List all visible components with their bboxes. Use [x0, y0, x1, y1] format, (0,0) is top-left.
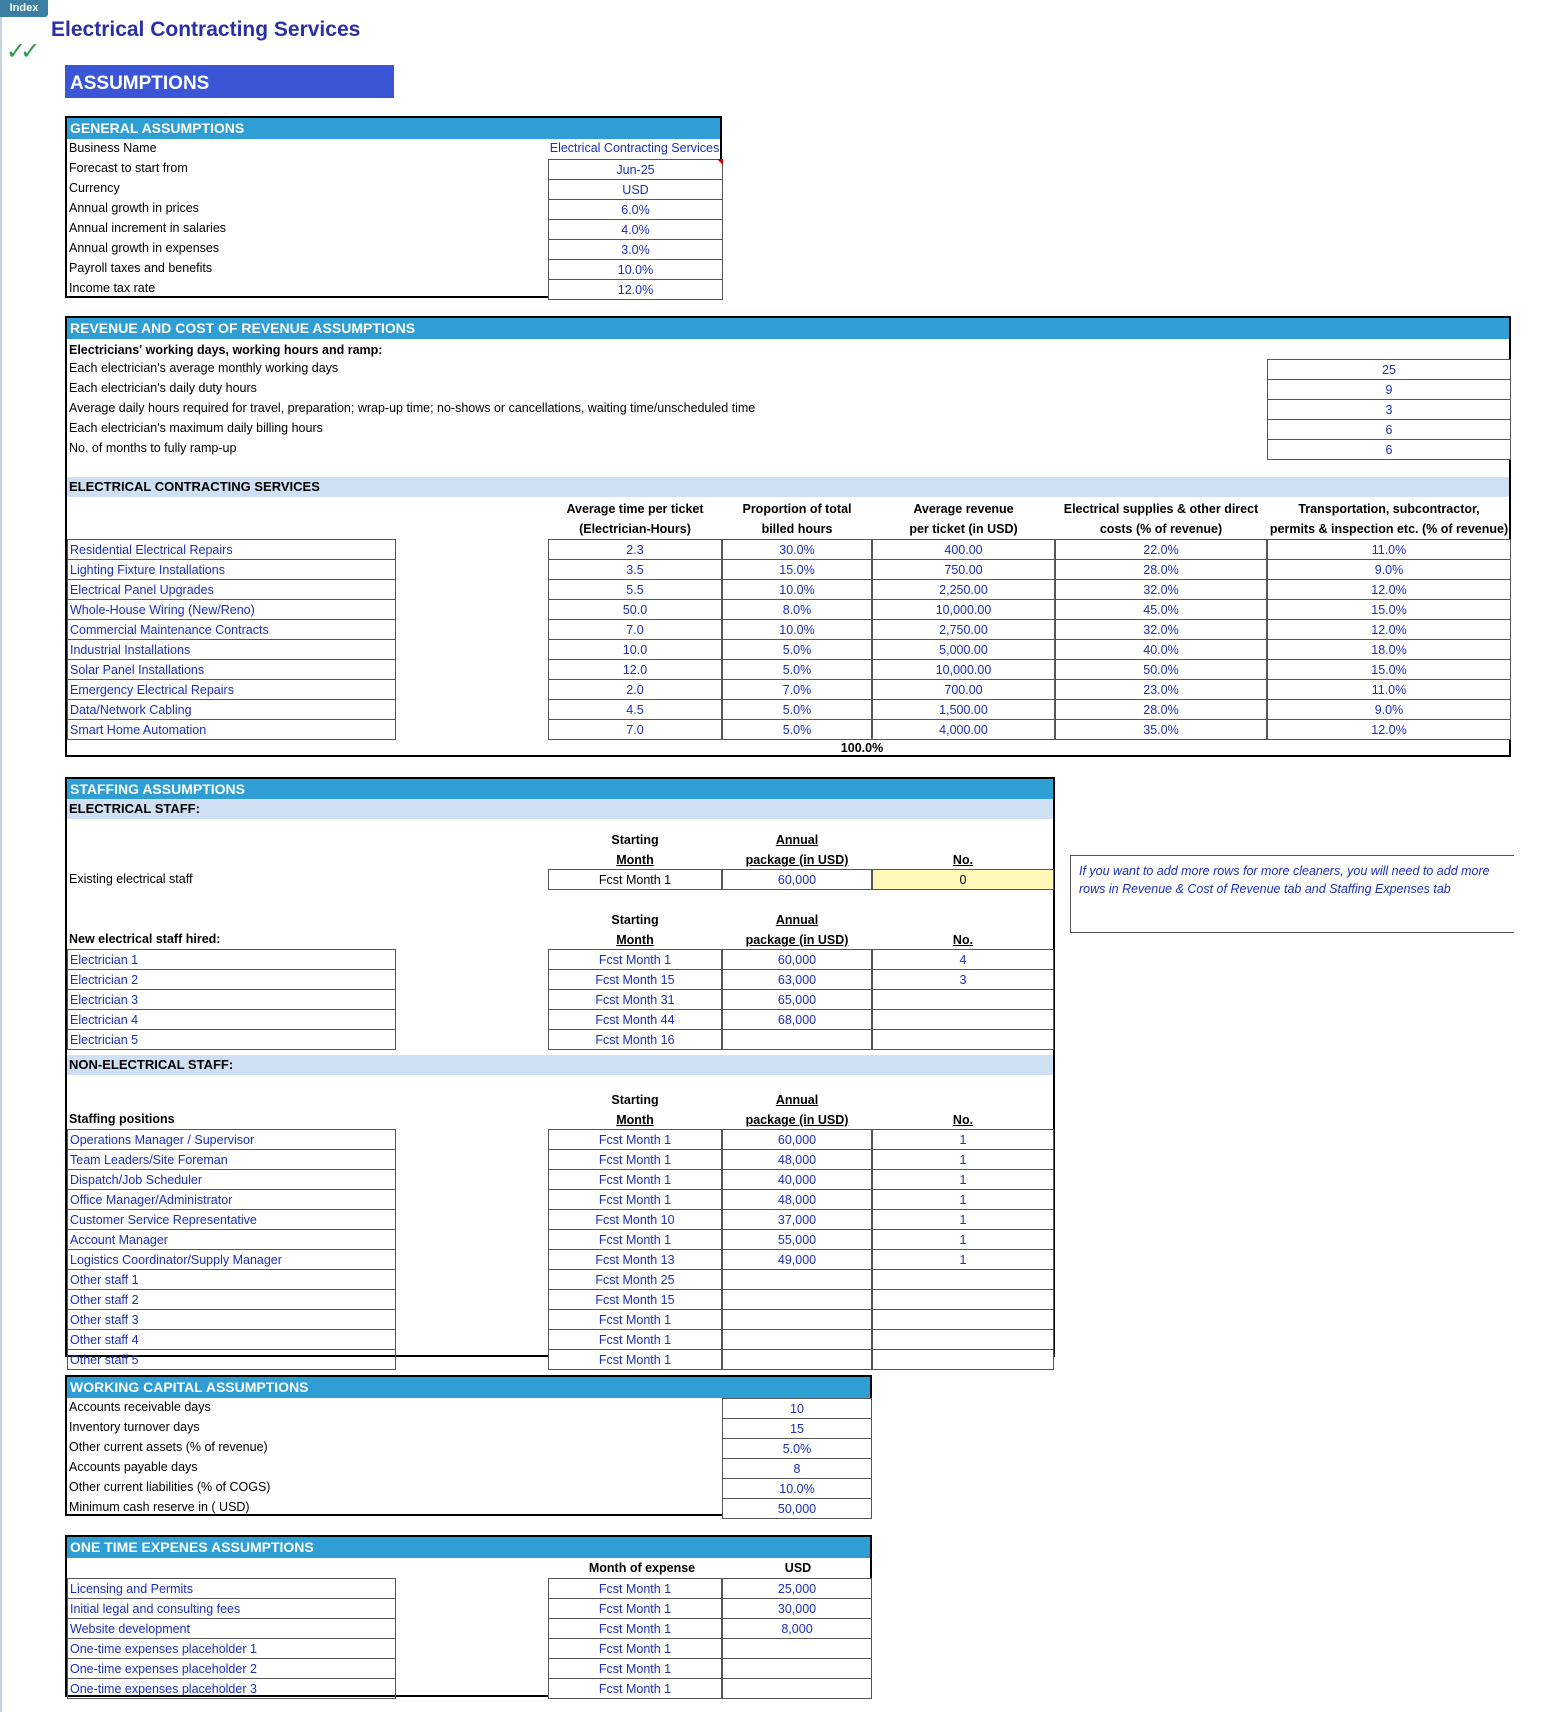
non-staff-name[interactable]: Account Manager: [67, 1229, 396, 1250]
one-time-month[interactable]: Fcst Month 1: [548, 1618, 722, 1639]
service-value[interactable]: 7.0%: [722, 679, 872, 700]
service-col-header-line1: Electrical supplies & other direct: [1063, 502, 1259, 516]
new-staff-package[interactable]: 65,000: [722, 989, 872, 1010]
service-value[interactable]: 15.0%: [722, 559, 872, 580]
one-time-month[interactable]: Fcst Month 1: [548, 1638, 722, 1659]
general-row-value[interactable]: USD: [548, 179, 723, 200]
service-col-header-line1: Transportation, subcontractor,: [1298, 502, 1480, 516]
new-staff-month[interactable]: Fcst Month 15: [548, 969, 722, 990]
non-staff-month[interactable]: Fcst Month 13: [548, 1249, 722, 1270]
service-value[interactable]: 12.0%: [1267, 579, 1511, 600]
service-value[interactable]: 10.0%: [722, 579, 872, 600]
non-staff-count[interactable]: [872, 1349, 1054, 1370]
service-value[interactable]: 28.0%: [1055, 699, 1267, 720]
non-staff-name[interactable]: Team Leaders/Site Foreman: [67, 1149, 396, 1170]
staffing-assumptions-section: [65, 777, 1055, 1367]
one-time-month[interactable]: Fcst Month 1: [548, 1598, 722, 1619]
existing-staff-package[interactable]: 60,000: [722, 869, 872, 890]
wc-row-label: Other current liabilities (% of COGS): [69, 1480, 271, 1494]
general-row-label: Annual growth in expenses: [69, 241, 220, 255]
service-value[interactable]: 45.0%: [1055, 599, 1267, 620]
new-staff-month[interactable]: Fcst Month 44: [548, 1009, 722, 1030]
revenue-row-value[interactable]: 6: [1267, 439, 1511, 460]
wc-row-value[interactable]: 10.0%: [722, 1478, 872, 1499]
service-value[interactable]: 32.0%: [1055, 579, 1267, 600]
revenue-row-value[interactable]: 9: [1267, 379, 1511, 400]
service-value[interactable]: 12.0%: [1267, 719, 1511, 740]
non-staff-package[interactable]: [722, 1309, 872, 1330]
proportion-total: 100.0%: [840, 741, 884, 755]
working-capital-section: [65, 1375, 872, 1516]
non-staff-package[interactable]: [722, 1329, 872, 1350]
one-time-month[interactable]: Fcst Month 1: [548, 1578, 722, 1599]
general-row-label: Annual growth in prices: [69, 201, 199, 215]
service-value[interactable]: 30.0%: [722, 539, 872, 560]
service-value[interactable]: 2,750.00: [872, 619, 1055, 640]
non-staff-name[interactable]: Operations Manager / Supervisor: [67, 1129, 396, 1150]
col-no: No.: [952, 1113, 974, 1127]
service-value[interactable]: 7.0: [548, 719, 722, 740]
services-subheader: ELECTRICAL CONTRACTING SERVICES: [67, 477, 1509, 497]
non-staff-count[interactable]: 1: [872, 1209, 1054, 1230]
wc-row-label: Other current assets (% of revenue): [69, 1440, 268, 1454]
existing-staff-month[interactable]: Fcst Month 1: [548, 869, 722, 890]
wc-row-label: Inventory turnover days: [69, 1420, 200, 1434]
service-name[interactable]: Commercial Maintenance Contracts: [67, 619, 396, 640]
service-value[interactable]: 15.0%: [1267, 659, 1511, 680]
non-staff-package[interactable]: 60,000: [722, 1129, 872, 1150]
col-starting-1: Starting: [611, 833, 659, 847]
general-row-value[interactable]: 3.0%: [548, 239, 723, 260]
new-staff-name[interactable]: Electrician 2: [67, 969, 396, 990]
col-package-1: Annual: [775, 913, 819, 927]
service-value[interactable]: 12.0%: [1267, 619, 1511, 640]
wc-row-label: Accounts receivable days: [69, 1400, 211, 1414]
service-name[interactable]: Solar Panel Installations: [67, 659, 396, 680]
service-value[interactable]: 35.0%: [1055, 719, 1267, 740]
service-value[interactable]: 9.0%: [1267, 699, 1511, 720]
non-staff-name[interactable]: Customer Service Representative: [67, 1209, 396, 1230]
service-name[interactable]: Lighting Fixture Installations: [67, 559, 396, 580]
non-staff-name[interactable]: Other staff 4: [67, 1329, 396, 1350]
non-staff-name[interactable]: Other staff 3: [67, 1309, 396, 1330]
non-staff-package[interactable]: 55,000: [722, 1229, 872, 1250]
service-value[interactable]: 7.0: [548, 619, 722, 640]
new-staff-count[interactable]: [872, 1029, 1054, 1050]
col-starting-1: Starting: [611, 913, 659, 927]
service-value[interactable]: 4.5: [548, 699, 722, 720]
staffing-note: If you want to add more rows for more cleaners, you will need to add more rows in Revenue & Cost of Revenue tab and Staffing Expenses tab: [1070, 855, 1514, 933]
one-time-name[interactable]: One-time expenses placeholder 3: [67, 1678, 396, 1699]
col-no: No.: [952, 853, 974, 867]
one-time-usd[interactable]: [722, 1678, 872, 1699]
general-row-value[interactable]: 10.0%: [548, 259, 723, 280]
col-starting-2: Month: [616, 853, 654, 867]
non-staff-count[interactable]: [872, 1309, 1054, 1330]
general-assumptions-section: [65, 116, 722, 298]
revenue-assumptions-section: [65, 316, 1511, 757]
service-value[interactable]: 2,250.00: [872, 579, 1055, 600]
service-value[interactable]: 10,000.00: [872, 659, 1055, 680]
service-value[interactable]: 5.0%: [722, 719, 872, 740]
general-row-label: Payroll taxes and benefits: [69, 261, 213, 275]
service-name[interactable]: Whole-House Wiring (New/Reno): [67, 599, 396, 620]
comment-indicator: [717, 159, 723, 165]
one-time-usd[interactable]: [722, 1658, 872, 1679]
one-time-month[interactable]: Fcst Month 1: [548, 1678, 722, 1699]
general-row-label: Forecast to start from: [69, 161, 188, 175]
service-value[interactable]: 700.00: [872, 679, 1055, 700]
non-staff-package[interactable]: 37,000: [722, 1209, 872, 1230]
non-staff-package[interactable]: 49,000: [722, 1249, 872, 1270]
non-staff-package[interactable]: 40,000: [722, 1169, 872, 1190]
new-staff-name[interactable]: Electrician 3: [67, 989, 396, 1010]
existing-staff-label: Existing electrical staff: [69, 872, 193, 886]
checkmark-icon: ✓✓: [6, 38, 35, 65]
col-usd: USD: [784, 1561, 812, 1575]
service-value[interactable]: 11.0%: [1267, 679, 1511, 700]
general-row-label: Annual increment in salaries: [69, 221, 227, 235]
left-border: [0, 0, 2, 1712]
assumptions-banner: ASSUMPTIONS: [65, 65, 394, 98]
non-electrical-subheader: NON-ELECTRICAL STAFF:: [67, 1055, 1053, 1075]
service-value[interactable]: 750.00: [872, 559, 1055, 580]
revenue-row-label: Average daily hours required for travel, preparation; wrap-up time; no-shows or cancellations, waiting time/unscheduled time: [69, 401, 756, 415]
service-value[interactable]: 10.0%: [722, 619, 872, 640]
service-value[interactable]: 2.0: [548, 679, 722, 700]
service-col-header-line1: Average revenue: [913, 502, 1014, 516]
new-staff-package[interactable]: 68,000: [722, 1009, 872, 1030]
col-starting-2: Month: [616, 1113, 654, 1127]
service-value[interactable]: 50.0: [548, 599, 722, 620]
staffing-assumptions-header: STAFFING ASSUMPTIONS: [67, 779, 1053, 800]
general-row-label: Currency: [69, 181, 120, 195]
service-value[interactable]: 18.0%: [1267, 639, 1511, 660]
one-time-month[interactable]: Fcst Month 1: [548, 1658, 722, 1679]
general-row-value[interactable]: 4.0%: [548, 219, 723, 240]
non-staff-month[interactable]: Fcst Month 1: [548, 1349, 722, 1370]
non-staff-month[interactable]: Fcst Month 15: [548, 1289, 722, 1310]
one-time-name[interactable]: Website development: [67, 1618, 396, 1639]
new-staff-month[interactable]: Fcst Month 1: [548, 949, 722, 970]
service-value[interactable]: 1,500.00: [872, 699, 1055, 720]
one-time-usd[interactable]: 8,000: [722, 1618, 872, 1639]
non-staff-month[interactable]: Fcst Month 1: [548, 1149, 722, 1170]
new-staff-label: New electrical staff hired:: [69, 932, 221, 946]
new-staff-month[interactable]: Fcst Month 16: [548, 1029, 722, 1050]
general-row-label: Income tax rate: [69, 281, 156, 295]
one-time-name[interactable]: One-time expenses placeholder 1: [67, 1638, 396, 1659]
service-value[interactable]: 400.00: [872, 539, 1055, 560]
service-value[interactable]: 50.0%: [1055, 659, 1267, 680]
electrical-staff-subheader: ELECTRICAL STAFF:: [67, 799, 1053, 819]
non-staff-name[interactable]: Dispatch/Job Scheduler: [67, 1169, 396, 1190]
col-starting-2: Month: [616, 933, 654, 947]
non-staff-month[interactable]: Fcst Month 1: [548, 1129, 722, 1150]
non-staff-package[interactable]: [722, 1349, 872, 1370]
non-staff-month[interactable]: Fcst Month 10: [548, 1209, 722, 1230]
general-row-value[interactable]: 6.0%: [548, 199, 723, 220]
general-row-value[interactable]: Electrical Contracting Services: [549, 141, 720, 155]
revenue-row-value[interactable]: 3: [1267, 399, 1511, 420]
service-name[interactable]: Data/Network Cabling: [67, 699, 396, 720]
service-value[interactable]: 5.0%: [722, 639, 872, 660]
service-value[interactable]: 5.0%: [722, 699, 872, 720]
non-staff-package[interactable]: [722, 1269, 872, 1290]
service-value[interactable]: 10,000.00: [872, 599, 1055, 620]
service-col-header-line2: permits & inspection etc. (% of revenue): [1269, 522, 1509, 536]
revenue-row-label: Each electrician's average monthly working days: [69, 361, 339, 375]
non-staff-name[interactable]: Other staff 1: [67, 1269, 396, 1290]
service-value[interactable]: 15.0%: [1267, 599, 1511, 620]
service-value[interactable]: 10.0: [548, 639, 722, 660]
non-staff-count[interactable]: 1: [872, 1129, 1054, 1150]
new-staff-month[interactable]: Fcst Month 31: [548, 989, 722, 1010]
new-staff-package[interactable]: 63,000: [722, 969, 872, 990]
one-time-expenses-header: ONE TIME EXPENES ASSUMPTIONS: [67, 1537, 870, 1558]
service-col-header-line1: Average time per ticket: [566, 502, 704, 516]
wc-row-label: Accounts payable days: [69, 1460, 198, 1474]
service-col-header-line2: per ticket (in USD): [909, 522, 1018, 536]
non-staff-count[interactable]: [872, 1289, 1054, 1310]
service-value[interactable]: 2.3: [548, 539, 722, 560]
service-name[interactable]: Electrical Panel Upgrades: [67, 579, 396, 600]
non-staff-month[interactable]: Fcst Month 1: [548, 1169, 722, 1190]
general-row-value[interactable]: 12.0%: [548, 279, 723, 300]
wc-row-value[interactable]: 10: [722, 1398, 872, 1419]
new-staff-package[interactable]: [722, 1029, 872, 1050]
one-time-usd[interactable]: 25,000: [722, 1578, 872, 1599]
new-staff-count[interactable]: [872, 1009, 1054, 1030]
non-staff-name[interactable]: Other staff 2: [67, 1289, 396, 1310]
general-row-label: Business Name: [69, 141, 157, 155]
one-time-usd[interactable]: [722, 1638, 872, 1659]
one-time-name[interactable]: One-time expenses placeholder 2: [67, 1658, 396, 1679]
index-tab[interactable]: Index: [0, 0, 48, 17]
col-starting-1: Starting: [611, 1093, 659, 1107]
one-time-usd[interactable]: 30,000: [722, 1598, 872, 1619]
col-package-2: package (in USD): [745, 853, 849, 867]
existing-staff-count[interactable]: 0: [872, 869, 1054, 890]
service-col-header-line2: (Electrician-Hours): [579, 522, 691, 536]
non-staff-month[interactable]: Fcst Month 1: [548, 1309, 722, 1330]
staffing-positions-label: Staffing positions: [69, 1112, 175, 1126]
non-staff-month[interactable]: Fcst Month 25: [548, 1269, 722, 1290]
service-value[interactable]: 28.0%: [1055, 559, 1267, 580]
non-staff-name[interactable]: Other staff 5: [67, 1349, 396, 1370]
service-value[interactable]: 3.5: [548, 559, 722, 580]
new-staff-count[interactable]: 4: [872, 949, 1054, 970]
new-staff-package[interactable]: 60,000: [722, 949, 872, 970]
service-value[interactable]: 11.0%: [1267, 539, 1511, 560]
service-value[interactable]: 22.0%: [1055, 539, 1267, 560]
new-staff-name[interactable]: Electrician 4: [67, 1009, 396, 1030]
non-staff-count[interactable]: 1: [872, 1229, 1054, 1250]
service-value[interactable]: 32.0%: [1055, 619, 1267, 640]
revenue-row-label: No. of months to fully ramp-up: [69, 441, 237, 455]
service-value[interactable]: 5,000.00: [872, 639, 1055, 660]
non-staff-count[interactable]: [872, 1269, 1054, 1290]
service-name[interactable]: Emergency Electrical Repairs: [67, 679, 396, 700]
non-staff-month[interactable]: Fcst Month 1: [548, 1229, 722, 1250]
service-col-header-line2: billed hours: [761, 522, 833, 536]
service-name[interactable]: Smart Home Automation: [67, 719, 396, 740]
page-title: Electrical Contracting Services: [51, 18, 361, 41]
non-staff-package[interactable]: [722, 1289, 872, 1310]
service-value[interactable]: 8.0%: [722, 599, 872, 620]
service-col-header-line1: Proportion of total: [742, 502, 852, 516]
wc-row-value[interactable]: 5.0%: [722, 1438, 872, 1459]
non-staff-count[interactable]: 1: [872, 1189, 1054, 1210]
new-staff-name[interactable]: Electrician 1: [67, 949, 396, 970]
non-staff-name[interactable]: Logistics Coordinator/Supply Manager: [67, 1249, 396, 1270]
col-package-2: package (in USD): [745, 1113, 849, 1127]
working-capital-header: WORKING CAPITAL ASSUMPTIONS: [67, 1377, 870, 1398]
new-staff-count[interactable]: 3: [872, 969, 1054, 990]
service-name[interactable]: Residential Electrical Repairs: [67, 539, 396, 560]
one-time-expenses-section: [65, 1535, 872, 1697]
revenue-assumptions-header: REVENUE AND COST OF REVENUE ASSUMPTIONS: [67, 318, 1509, 339]
non-staff-package[interactable]: 48,000: [722, 1189, 872, 1210]
service-value[interactable]: 4,000.00: [872, 719, 1055, 740]
non-staff-count[interactable]: [872, 1329, 1054, 1350]
wc-row-label: Minimum cash reserve in ( USD): [69, 1500, 250, 1514]
service-col-header-line2: costs (% of revenue): [1099, 522, 1223, 536]
col-no: No.: [952, 933, 974, 947]
col-package-1: Annual: [775, 1093, 819, 1107]
col-month-of-expense: Month of expense: [588, 1561, 696, 1575]
service-value[interactable]: 9.0%: [1267, 559, 1511, 580]
revenue-row-label: Each electrician's daily duty hours: [69, 381, 257, 395]
non-staff-month[interactable]: Fcst Month 1: [548, 1329, 722, 1350]
one-time-name[interactable]: Licensing and Permits: [67, 1578, 396, 1599]
service-value[interactable]: 40.0%: [1055, 639, 1267, 660]
revenue-row-label: Each electrician's maximum daily billing hours: [69, 421, 323, 435]
service-value[interactable]: 5.0%: [722, 659, 872, 680]
one-time-name[interactable]: Initial legal and consulting fees: [67, 1598, 396, 1619]
non-staff-name[interactable]: Office Manager/Administrator: [67, 1189, 396, 1210]
non-staff-month[interactable]: Fcst Month 1: [548, 1189, 722, 1210]
col-package-1: Annual: [775, 833, 819, 847]
col-package-2: package (in USD): [745, 933, 849, 947]
ramp-subheading: Electricians' working days, working hours and ramp:: [69, 343, 383, 357]
non-staff-count[interactable]: 1: [872, 1249, 1054, 1270]
wc-row-value[interactable]: 50,000: [722, 1498, 872, 1519]
service-value[interactable]: 5.5: [548, 579, 722, 600]
non-staff-count[interactable]: 1: [872, 1169, 1054, 1190]
non-staff-package[interactable]: 48,000: [722, 1149, 872, 1170]
general-row-value[interactable]: Jun-25: [548, 159, 723, 180]
non-staff-count[interactable]: 1: [872, 1149, 1054, 1170]
wc-row-value[interactable]: 15: [722, 1418, 872, 1439]
service-value[interactable]: 12.0: [548, 659, 722, 680]
new-staff-count[interactable]: [872, 989, 1054, 1010]
revenue-row-value[interactable]: 6: [1267, 419, 1511, 440]
service-value[interactable]: 23.0%: [1055, 679, 1267, 700]
service-name[interactable]: Industrial Installations: [67, 639, 396, 660]
new-staff-name[interactable]: Electrician 5: [67, 1029, 396, 1050]
wc-row-value[interactable]: 8: [722, 1458, 872, 1479]
general-assumptions-header: GENERAL ASSUMPTIONS: [67, 118, 720, 139]
revenue-row-value[interactable]: 25: [1267, 359, 1511, 380]
